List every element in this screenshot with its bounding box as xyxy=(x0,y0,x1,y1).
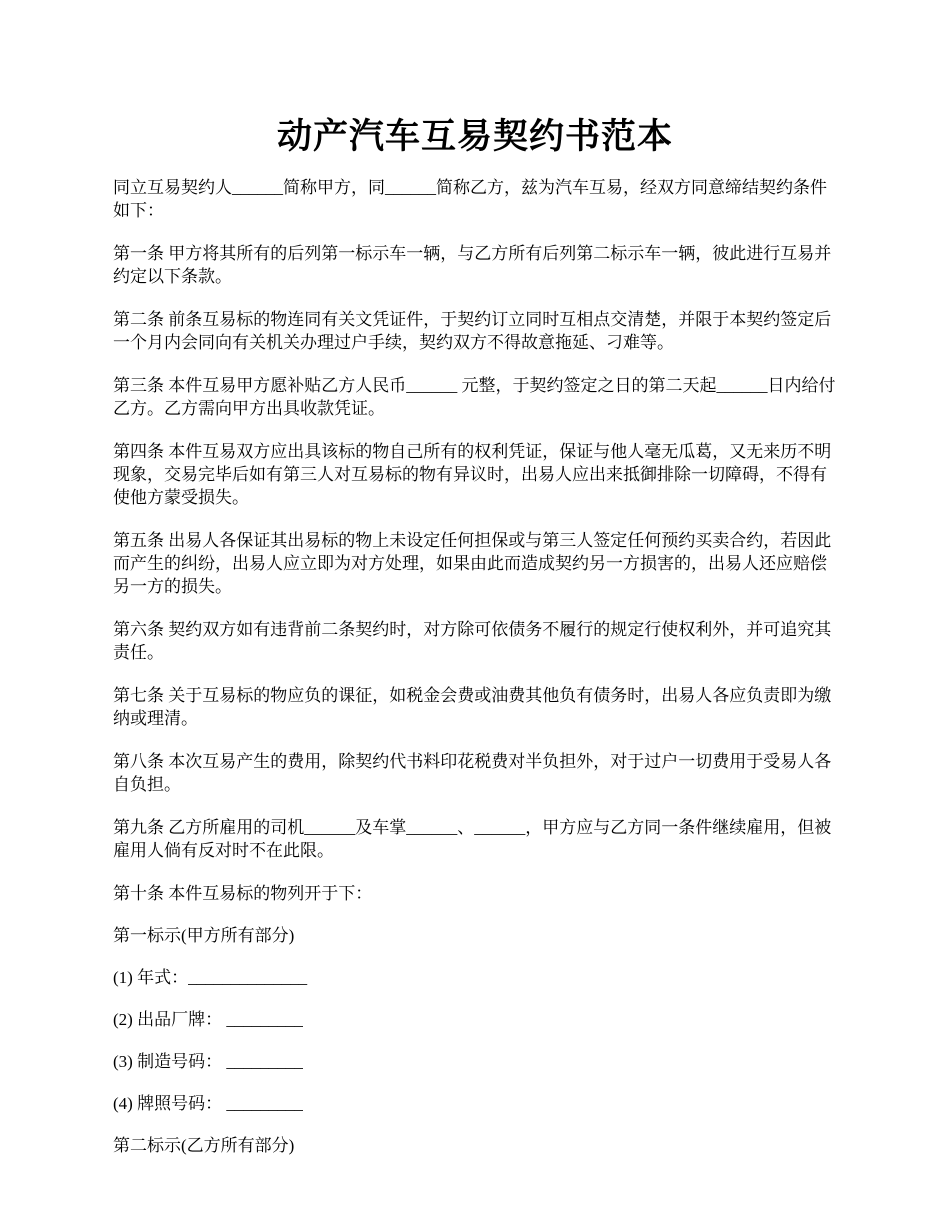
field-plate-number: (4) 牌照号码： _________ xyxy=(113,1094,303,1113)
article-9: 第九条 乙方所雇用的司机______及车掌______、______，甲方应与乙方同一条件继续雇用，但被雇用人倘有反对时不在此限。 xyxy=(113,818,832,860)
document-title: 动产汽车互易契约书范本 xyxy=(276,117,673,156)
article-6: 第六条 契约双方如有违背前二条契约时，对方除可依债务不履行的规定行使权利外，并可追究其责任。 xyxy=(113,620,832,662)
field-brand: (2) 出品厂牌： _________ xyxy=(113,1010,303,1029)
article-7: 第七条 关于互易标的物应负的课征，如税金会费或油费其他负有债务时，出易人各应负责即为缴纳或理清。 xyxy=(113,686,832,728)
article-5: 第五条 出易人各保证其出易标的物上未设定任何担保或与第三人签定任何预约买卖合约，若因此而产生的纠纷，出易人应立即为对方处理，如果由此而造成契约另一方损害的，出易人还应赔偿另一方的损失。 xyxy=(113,531,832,596)
intro-paragraph: 同立互易契约人______简称甲方，同______简称乙方，兹为汽车互易，经双方同意缔结契约条件如下： xyxy=(113,178,827,220)
article-10: 第十条 本件互易标的物列开于下： xyxy=(113,884,373,903)
article-2: 第二条 前条互易标的物连同有关文凭证件，于契约订立同时互相点交清楚，并限于本契约签定后一个月内会同向有关机关办理过户手续，契约双方不得故意拖延、刁难等。 xyxy=(113,310,832,352)
second-label-heading: 第二标示(乙方所有部分) xyxy=(113,1136,295,1155)
document-body xyxy=(113,176,843,1176)
article-8: 第八条 本次互易产生的费用，除契约代书料印花税费对半负担外，对于过户一切费用于受易人各自负担。 xyxy=(113,752,832,794)
field-serial-number: (3) 制造号码： _________ xyxy=(113,1052,303,1071)
article-1: 第一条 甲方将其所有的后列第一标示车一辆，与乙方所有后列第二标示车一辆，彼此进行互易并约定以下条款。 xyxy=(113,244,832,286)
first-label-heading: 第一标示(甲方所有部分) xyxy=(113,926,295,945)
article-4: 第四条 本件互易双方应出具该标的物自己所有的权利凭证，保证与他人毫无瓜葛，又无来历不明现象，交易完毕后如有第三人对互易标的物有异议时，出易人应出来抵御排除一切障碍，不得有使他方蒙受损失。 xyxy=(113,442,832,507)
field-year: (1) 年式：______________ xyxy=(113,968,308,987)
article-3: 第三条 本件互易甲方愿补贴乙方人民币______ 元整，于契约签定之日的第二天起______日内给付乙方。乙方需向甲方出具收款凭证。 xyxy=(113,376,836,418)
